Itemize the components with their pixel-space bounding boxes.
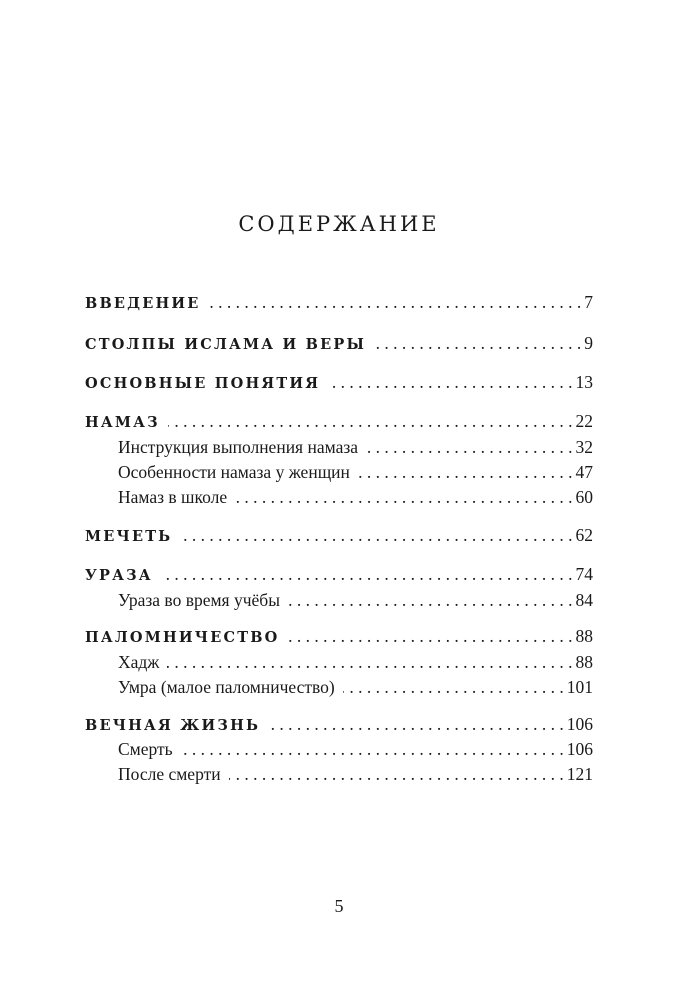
dot-leader <box>181 736 564 762</box>
toc-entry-pillars[interactable] <box>85 330 593 356</box>
dot-leader <box>288 587 573 613</box>
toc-entry-page: 62 <box>575 525 593 545</box>
dot-leader <box>343 674 564 700</box>
toc-entry-label: После смерти <box>118 764 221 784</box>
toc-entry-mosque[interactable] <box>85 522 593 548</box>
toc-entry-label: ВВЕДЕНИЕ <box>85 295 201 312</box>
toc-entry-page: 74 <box>575 564 593 584</box>
dot-leader <box>168 408 573 434</box>
toc-entry-label: НАМАЗ <box>85 414 160 431</box>
toc-subentry-namaz-instruction[interactable] <box>118 434 593 460</box>
toc-entry-label: Намаз в школе <box>118 487 228 507</box>
toc-entry-label: УРАЗА <box>85 567 153 584</box>
toc-entry-page: 47 <box>575 462 593 482</box>
toc-entry-label: Умра (малое паломничество) <box>118 677 335 697</box>
dot-leader <box>180 522 572 548</box>
dot-leader <box>229 761 564 787</box>
dot-leader <box>167 649 572 675</box>
toc-entry-page: 106 <box>566 714 593 734</box>
toc-entry-pilgrimage[interactable] <box>85 623 593 649</box>
dot-leader <box>374 330 581 356</box>
toc-entry-page: 32 <box>575 437 593 457</box>
toc-subentry-umrah[interactable] <box>118 674 593 700</box>
toc-entry-label: СТОЛПЫ ИСЛАМА И ВЕРЫ <box>85 336 367 353</box>
toc-subentry-hajj[interactable] <box>118 649 593 675</box>
dot-leader <box>209 289 582 315</box>
toc-entry-label: Ураза во время учёбы <box>118 590 280 610</box>
toc-entry-label: ОСНОВНЫЕ ПОНЯТИЯ <box>85 375 321 392</box>
page-number: 5 <box>334 896 344 916</box>
toc-entry-page: 13 <box>575 372 593 392</box>
toc-entry-uraza[interactable] <box>85 561 593 587</box>
toc-entry-label: ВЕЧНАЯ ЖИЗНЬ <box>85 717 261 734</box>
toc-entry-basic-concepts[interactable] <box>85 369 593 395</box>
toc-subentry-uraza-study[interactable] <box>118 587 593 613</box>
page-title: СОДЕРЖАНИЕ <box>238 212 440 236</box>
toc-entry-label: Особенности намаза у женщин <box>118 462 350 482</box>
toc-entry-page: 22 <box>575 411 593 431</box>
dot-leader <box>268 711 564 737</box>
table-of-contents <box>85 0 593 1000</box>
toc-subentry-namaz-women[interactable] <box>118 459 593 485</box>
toc-entry-page: 121 <box>566 764 593 784</box>
toc-entry-page: 7 <box>584 292 593 312</box>
dot-leader <box>161 561 573 587</box>
toc-entry-page: 88 <box>575 626 593 646</box>
toc-entry-page: 9 <box>584 333 593 353</box>
toc-subentry-namaz-school[interactable] <box>118 484 593 510</box>
dot-leader <box>235 484 572 510</box>
toc-entry-page: 101 <box>566 677 593 697</box>
toc-entry-label: Смерть <box>118 739 173 759</box>
toc-entry-page: 84 <box>575 590 593 610</box>
toc-entry-page: 60 <box>575 487 593 507</box>
dot-leader <box>288 623 573 649</box>
dot-leader <box>328 369 572 395</box>
dot-leader <box>366 434 572 460</box>
toc-subentry-after-death[interactable] <box>118 761 593 787</box>
toc-subentry-death[interactable] <box>118 736 593 762</box>
toc-entry-introduction[interactable] <box>85 289 593 315</box>
dot-leader <box>358 459 573 485</box>
toc-entry-label: Инструкция выполнения намаза <box>118 437 359 457</box>
toc-entry-page: 88 <box>575 652 593 672</box>
toc-entry-label: МЕЧЕТЬ <box>85 528 173 545</box>
toc-entry-namaz[interactable] <box>85 408 593 434</box>
toc-entry-label: ПАЛОМНИЧЕСТВО <box>85 629 280 646</box>
toc-entry-label: Хадж <box>118 652 160 672</box>
toc-entry-page: 106 <box>566 739 593 759</box>
toc-entry-eternal-life[interactable] <box>85 711 593 737</box>
